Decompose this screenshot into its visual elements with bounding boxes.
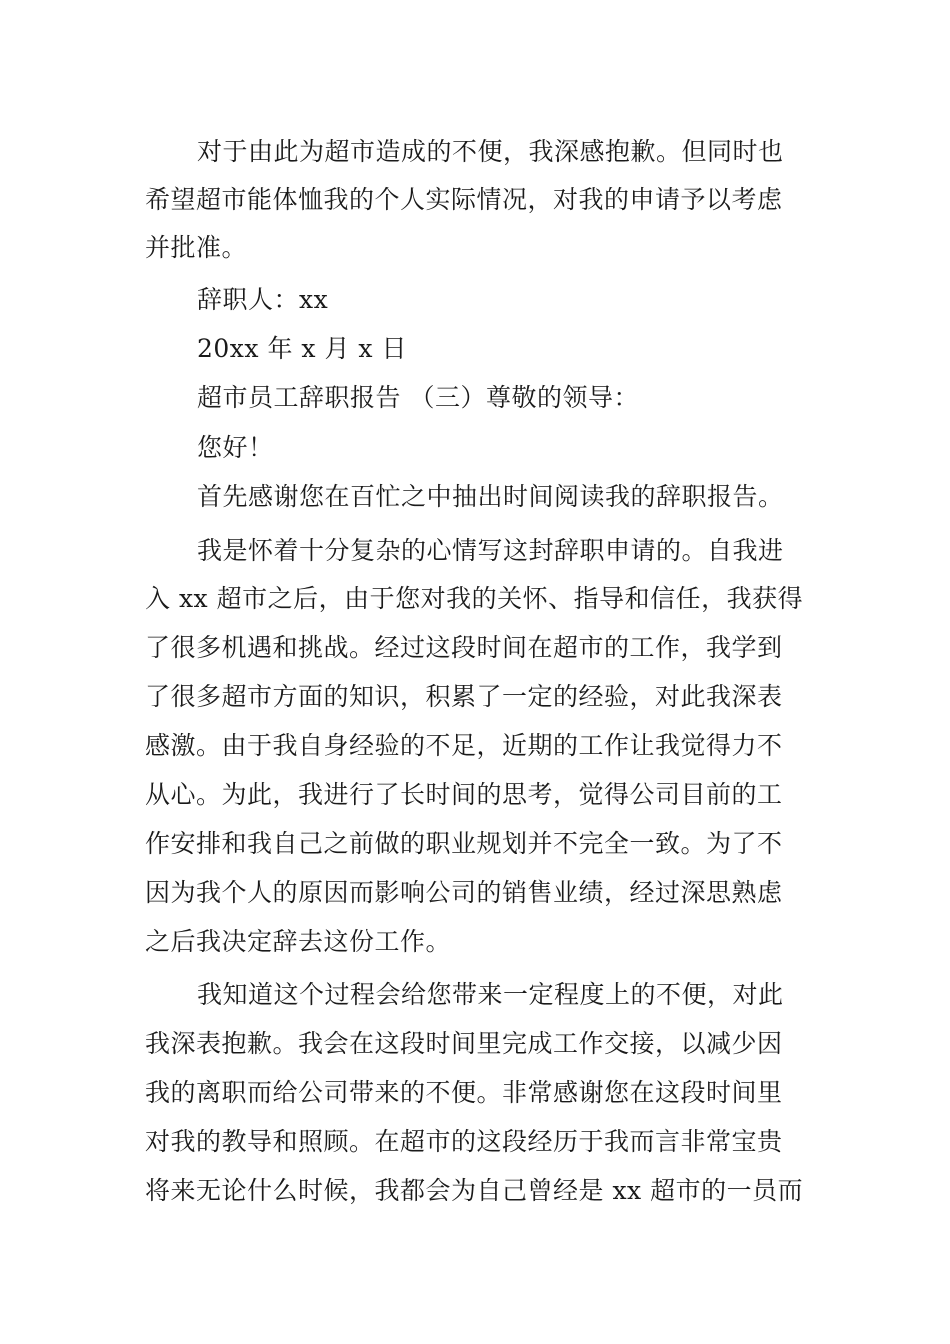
text-line: 因为我个人的原因而影响公司的销售业绩，经过深思熟虑 xyxy=(145,878,783,907)
signature-line: 辞职人：xx xyxy=(197,285,329,314)
text-line: 了很多超市方面的知识，积累了一定的经验，对此我深表 xyxy=(145,682,783,711)
report-heading: 超市员工辞职报告 （三）尊敬的领导： xyxy=(197,383,639,412)
greeting-line: 您好！ xyxy=(197,433,274,462)
text-line: 希望超市能体恤我的个人实际情况，对我的申请予以考虑 xyxy=(145,185,783,214)
text-line: 之后我决定辞去这份工作。 xyxy=(145,927,452,956)
text-line: 我知道这个过程会给您带来一定程度上的不便，对此 xyxy=(197,980,784,1009)
text-line: 感激。由于我自身经验的不足，近期的工作让我觉得力不 xyxy=(145,731,783,760)
text-line: 从心。为此，我进行了长时间的思考，觉得公司目前的工 xyxy=(145,780,783,809)
text-line: 我的离职而给公司带来的不便。非常感谢您在这段时间里 xyxy=(145,1078,783,1107)
text-line: 将来无论什么时候，我都会为自己曾经是 xx 超市的一员而 xyxy=(145,1176,804,1205)
text-line: 对我的教导和照顾。在超市的这段经历于我而言非常宝贵 xyxy=(145,1127,783,1156)
text-line: 作安排和我自己之前做的职业规划并不完全一致。为了不 xyxy=(145,829,783,858)
text-line: 了很多机遇和挑战。经过这段时间在超市的工作，我学到 xyxy=(145,633,783,662)
text-line: 首先感谢您在百忙之中抽出时间阅读我的辞职报告。 xyxy=(197,482,784,511)
text-line: 对于由此为超市造成的不便，我深感抱歉。但同时也 xyxy=(197,137,784,166)
date-line: 20xx 年 x 月 x 日 xyxy=(197,334,407,363)
text-line: 我是怀着十分复杂的心情写这封辞职申请的。自我进 xyxy=(197,536,784,565)
text-line: 并批准。 xyxy=(145,233,248,262)
text-line: 我深表抱歉。我会在这段时间里完成工作交接，以减少因 xyxy=(145,1029,783,1058)
text-line: 入 xx 超市之后，由于您对我的关怀、指导和信任，我获得 xyxy=(145,584,804,613)
